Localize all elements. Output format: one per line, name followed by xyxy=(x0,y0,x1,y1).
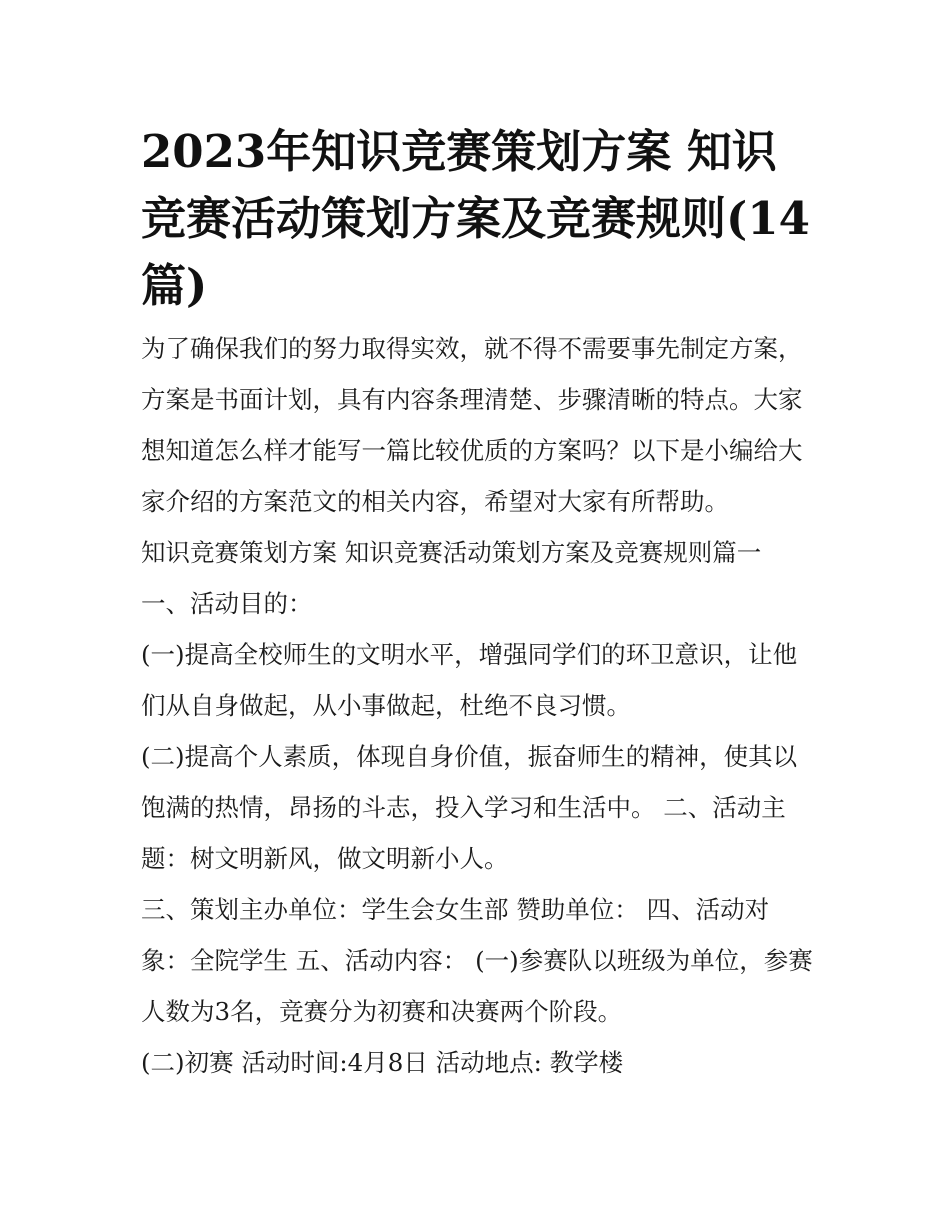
paragraph-goal-one: (一)提高全校师生的文明水平，增强同学们的环卫意识，让他们从自身做起，从小事做起，杜绝不良习惯。 xyxy=(141,640,798,720)
document-page xyxy=(141,118,813,1088)
paragraph-goal-two: (二)提高个人素质，体现自身价值，振奋师生的精神，使其以饱满的热情，昂扬的斗志，投入学习和生活中。 二、活动主题：树文明新风，做文明新小人。 xyxy=(141,742,798,873)
paragraph-section-heading: 知识竞赛策划方案 知识竞赛活动策划方案及竞赛规则篇一 一、活动目的： xyxy=(141,538,762,618)
document-body xyxy=(141,323,813,1088)
paragraph-preliminary: (二)初赛 活动时间:4月8日 活动地点: 教学楼 xyxy=(141,1048,624,1077)
paragraph-intro: 为了确保我们的努力取得实效，就不得不需要事先制定方案，方案是书面计划，具有内容条理清楚、步骤清晰的特点。大家想知道怎么样才能写一篇比较优质的方案吗？以下是小编给大家介绍的方案范文的相关内容，希望对大家有所帮助。 xyxy=(141,334,803,516)
paragraph-organizer: 三、策划主办单位：学生会女生部 赞助单位： 四、活动对象：全院学生 五、活动内容： (一)参赛队以班级为单位，参赛人数为3名，竞赛分为初赛和决赛两个阶段。 xyxy=(141,895,813,1026)
document-title: 2023年知识竞赛策划方案 知识竞赛活动策划方案及竞赛规则(14篇) xyxy=(141,125,810,312)
